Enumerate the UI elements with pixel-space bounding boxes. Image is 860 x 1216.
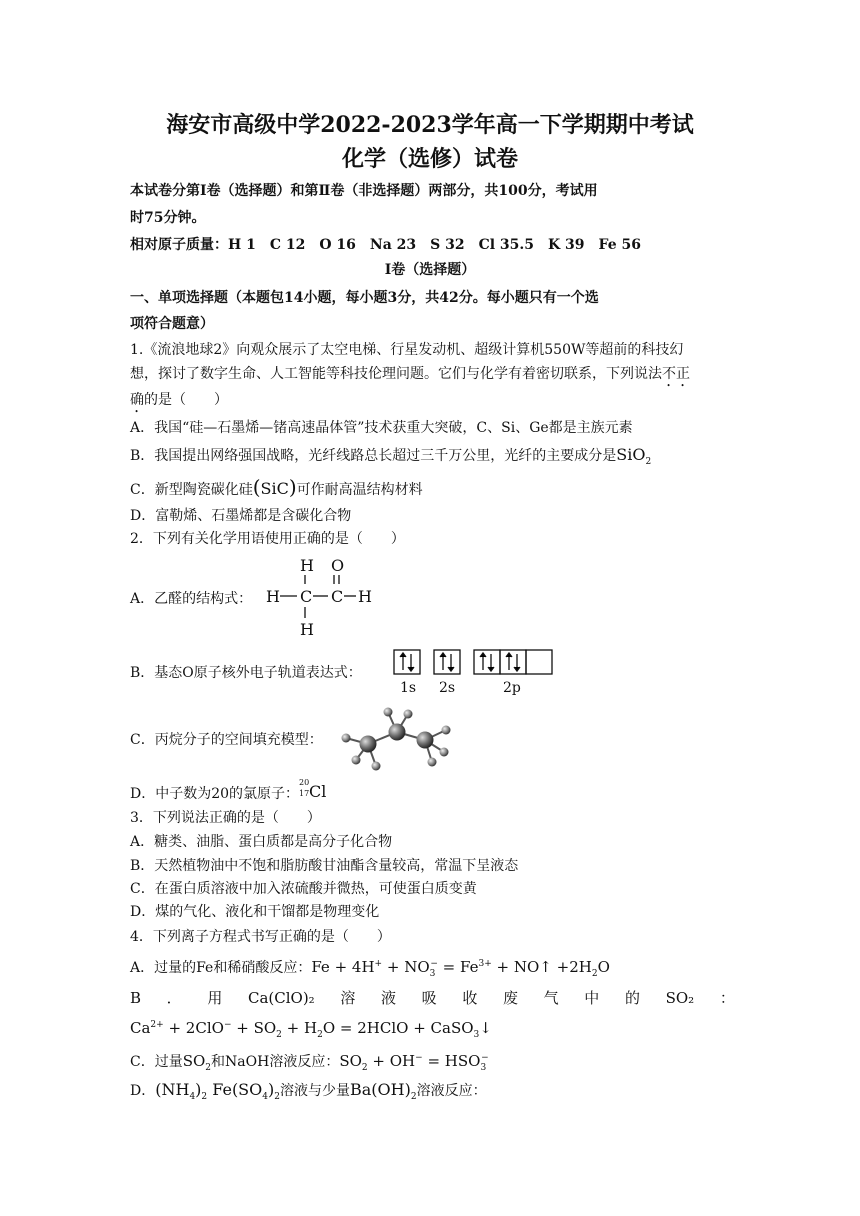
q4-b-char-14: ： — [719, 989, 735, 1007]
q4-b-char-3: 用 — [207, 989, 223, 1007]
q1-option-b-subscript: 2 — [645, 456, 652, 467]
q3-option-c: C．在蛋白质溶液中加入浓硫酸并微热，可使蛋白质变黄 — [130, 881, 477, 897]
q4-b-char-6: 液 — [381, 989, 397, 1007]
svg-text:H: H — [266, 587, 280, 606]
svg-text:C: C — [300, 587, 313, 606]
orbital-label-2s: 2s — [439, 680, 456, 696]
q1-stem-line-1: 1.《流浪地球2》向观众展示了太空电梯、行星发动机、超级计算机550W等超前的科技幻 — [130, 342, 684, 358]
q1-stem-line-3-text: 的是（ ） — [144, 392, 228, 408]
atomic-number: 17 — [299, 789, 310, 798]
q1-option-a: A．我国“硅—石墨烯—锗高速晶体管”技术获重大突破，C、Si、Ge都是主族元素 — [130, 420, 633, 436]
q4-option-b-equation: $Ca^{2+} + 2ClO^- + SO_2 + H_2O$ = 2HClO + CaSO$_3$↓ — [130, 1019, 492, 1040]
svg-text:H: H — [358, 587, 372, 606]
q4-option-a-label: A．过量的Fe和稀硝酸反应： — [130, 960, 312, 976]
q2-option-d-text: D．中子数为20的氯原子： — [130, 786, 300, 802]
q4-b-char-9: 废 — [502, 989, 518, 1007]
q4-b-char-13: SO₂ — [665, 989, 695, 1007]
q4-option-d-reagent-1: $(NH_4)_2$ $Fe(SO_4)_2$ — [155, 1080, 280, 1103]
q3-stem: 3．下列说法正确的是（ ） — [130, 810, 321, 826]
q4-b-char-11: 中 — [584, 989, 600, 1007]
q4-b-char-8: 收 — [462, 989, 478, 1007]
q4-option-a-equation: $Fe + 4H^+ + NO_3^- = Fe^{3+}$ + NO↑ $+2H_2O$ — [311, 958, 610, 979]
q4-b-char-4: Ca(ClO)₂ — [247, 989, 315, 1007]
q4-option-d — [130, 1078, 735, 1109]
q1-emphasis-2: 确 — [130, 392, 144, 408]
exam-subtitle: 化学（选修）试卷 — [341, 146, 518, 172]
orbital-label-2p: 2p — [503, 680, 521, 696]
q2-option-a-label: A．乙醛的结构式： — [130, 591, 253, 607]
q1-option-c-formula: SiC — [260, 479, 289, 498]
q3-option-b: B．天然植物油中不饱和脂肪酸甘油酯含量较高，常温下呈液态 — [130, 858, 519, 874]
q3-option-a: A．糖类、油脂、蛋白质都是高分子化合物 — [130, 834, 393, 850]
svg-text:H: H — [300, 620, 314, 639]
q1-option-b-formula: SiO — [616, 445, 646, 464]
exam-title: 海安市高级中学2022-2023学年高一下学期期中考试 — [166, 112, 694, 138]
acetaldehyde-structure-diagram — [262, 556, 380, 640]
section-heading: Ⅰ卷（选择题） — [384, 262, 476, 278]
q4-b-char-1: B — [130, 989, 142, 1007]
q2-option-c-label: C．丙烷分子的空间填充模型： — [130, 732, 323, 748]
intro-line-1: 本试卷分第Ⅰ卷（选择题）和第Ⅱ卷（非选择题）两部分，共100分，考试用 — [130, 183, 598, 199]
q1-stem-line-3 — [130, 388, 735, 416]
mass-number: 20 — [299, 778, 310, 787]
q1-stem-line-2 — [130, 362, 735, 390]
section-instructions-2: 项符合题意） — [130, 316, 214, 332]
q1-emphasis: 不正 — [662, 366, 690, 382]
q1-stem-line-2-text: 想，探讨了数字生命、人工智能等科技伦理问题。它们与化学有着密切联系，下列说法 — [130, 366, 662, 382]
q4-b-char-10: 气 — [543, 989, 559, 1007]
svg-text:C: C — [331, 587, 344, 606]
q2-stem: 2．下列有关化学用语使用正确的是（ ） — [130, 531, 405, 547]
q4-stem: 4．下列离子方程式书写正确的是（ ） — [130, 929, 391, 945]
q4-option-d-text: 溶液与少量 — [279, 1083, 350, 1099]
orbital-label-1s: 1s — [400, 680, 417, 696]
q1-option-d: D．富勒烯、石墨烯都是含碳化合物 — [130, 508, 352, 524]
section-instructions-1: 一、单项选择题（本题包14小题，每小题3分，共42分。每小题只有一个选 — [130, 290, 599, 306]
q2-option-d — [130, 778, 735, 806]
atomic-masses: 相对原子质量：H 1 C 12 O 16 Na 23 S 32 Cl 35.5 K 39 Fe 56 — [130, 237, 641, 253]
q1-option-c-text: C．新型陶瓷碳化硅 — [130, 482, 253, 498]
q1-option-b-text: B．我国提出网络强国战略，光纤线路总长超过三千万公里，光纤的主要成分是 — [130, 448, 617, 464]
q4-option-b-line-1 — [130, 986, 735, 1010]
q4-option-c-equation: $SO_2 + OH^- = HSO_3^-$ — [339, 1052, 489, 1073]
q4-option-d-reagent-2: $Ba(OH)_2$ — [349, 1080, 417, 1103]
q1-option-c: C．新型陶瓷碳化硅(SiC)可作耐高温结构材料 — [130, 475, 423, 499]
q4-option-d-label: D． — [130, 1083, 156, 1099]
intro-line-2: 时75分钟。 — [130, 210, 206, 226]
propane-space-filling-model — [340, 702, 460, 774]
q4-option-d-text-2: 溶液反应： — [416, 1083, 487, 1099]
q1-option-c-rest: 可作耐高温结构材料 — [296, 482, 423, 498]
q4-b-char-7: 吸 — [421, 989, 437, 1007]
chlorine-nuclide — [299, 778, 327, 804]
q4-b-char-2: ． — [166, 989, 182, 1007]
q1-option-b — [130, 443, 735, 474]
q4-b-char-5: 溶 — [340, 989, 356, 1007]
q4-b-char-12: 的 — [624, 989, 640, 1007]
q4-option-a — [130, 952, 735, 986]
q4-option-c: C．过量$SO_2$和NaOH溶液反应：$SO_2 + OH^- = HSO_3^-$ — [130, 1052, 489, 1073]
element-symbol: Cl — [309, 782, 327, 801]
q3-option-d: D．煤的气化、液化和干馏都是物理变化 — [130, 904, 380, 920]
oxygen-orbital-diagram — [392, 648, 554, 698]
svg-text:O: O — [331, 556, 345, 575]
q4-option-c-label: C．过量 — [130, 1054, 183, 1070]
q2-option-b-label: B．基态O原子核外电子轨道表达式： — [130, 665, 362, 681]
q4-option-c-text: 和NaOH溶液反应： — [211, 1054, 340, 1070]
svg-text:H: H — [300, 556, 314, 575]
